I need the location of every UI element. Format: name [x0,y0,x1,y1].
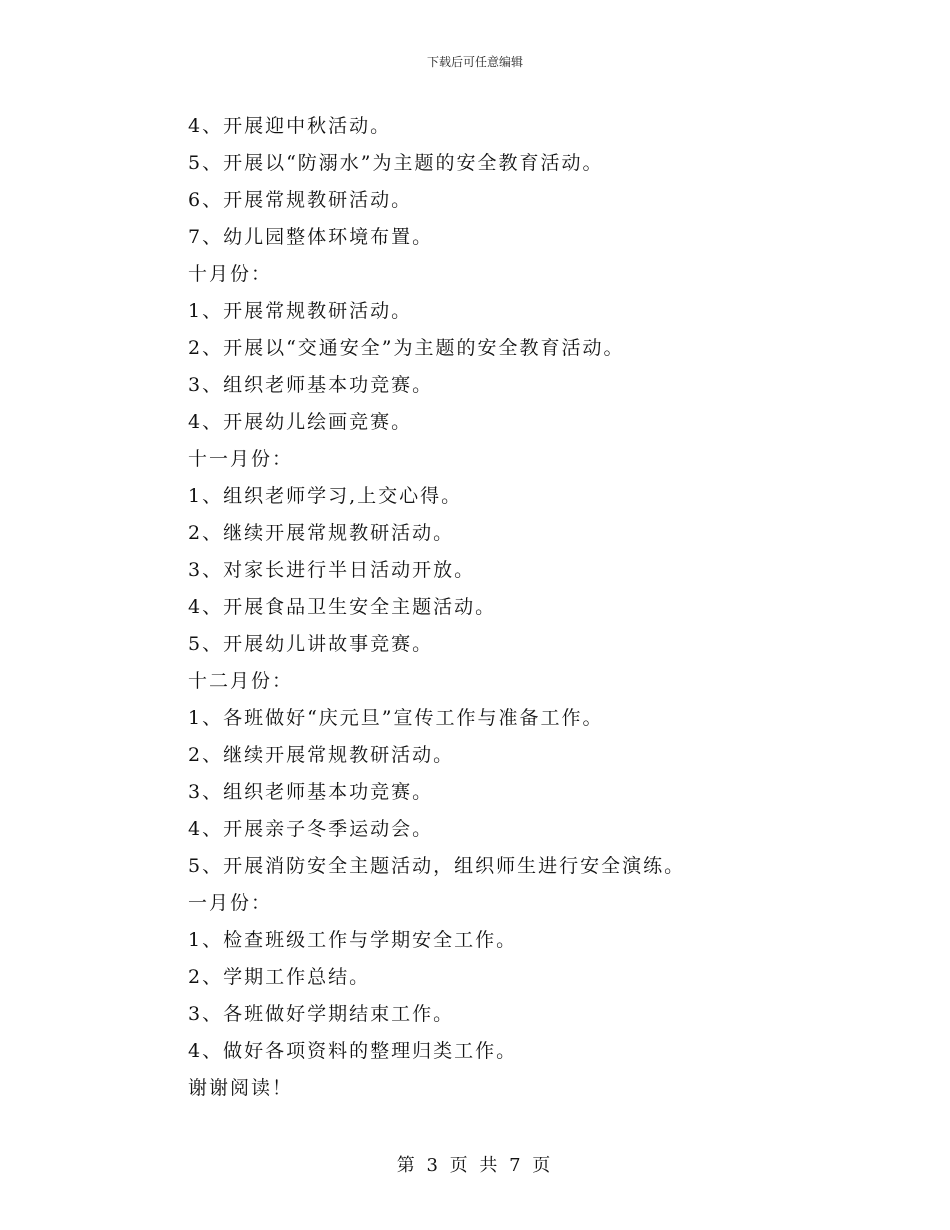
list-item: 7、幼儿园整体环境布置。 [188,226,434,248]
list-item: 3、各班做好学期结束工作。 [188,1003,455,1025]
list-item: 3、组织老师基本功竞赛。 [188,374,434,396]
list-item: 2、学期工作总结。 [188,966,371,988]
list-item: 2、继续开展常规教研活动。 [188,744,455,766]
list-item: 6、开展常规教研活动。 [188,189,413,211]
document-body [188,108,808,1107]
list-item: 5、开展消防安全主题活动，组织师生进行安全演练。 [188,855,686,877]
list-item: 2、继续开展常规教研活动。 [188,522,455,544]
list-item: 3、对家长进行半日活动开放。 [188,559,476,581]
month-heading: 十月份： [188,263,273,285]
list-item: 4、开展亲子冬季运动会。 [188,818,434,840]
list-item: 3、组织老师基本功竞赛。 [188,781,434,803]
list-item: 2、开展以“交通安全”为主题的安全教育活动。 [188,337,625,359]
list-item: 1、各班做好“庆元旦”宣传工作与准备工作。 [188,707,604,729]
list-item: 5、开展幼儿讲故事竞赛。 [188,633,434,655]
list-item: 4、开展迎中秋活动。 [188,115,392,137]
list-item: 5、开展以“防溺水”为主题的安全教育活动。 [188,152,604,174]
month-heading: 十一月份： [188,448,294,470]
list-item: 1、开展常规教研活动。 [188,300,413,322]
page-header: 下载后可任意编辑 [426,55,523,69]
list-item: 1、组织老师学习,上交心得。 [188,485,463,507]
month-heading: 一月份： [188,892,273,914]
list-item: 1、检查班级工作与学期安全工作。 [188,929,518,951]
list-item: 4、开展食品卫生安全主题活动。 [188,596,497,618]
month-heading: 十二月份： [188,670,294,692]
list-item: 4、做好各项资料的整理归类工作。 [188,1040,518,1062]
page-number: 第 3 页 共 7 页 [396,1155,554,1176]
list-item: 4、开展幼儿绘画竞赛。 [188,411,413,433]
closing-text: 谢谢阅读！ [188,1077,294,1099]
